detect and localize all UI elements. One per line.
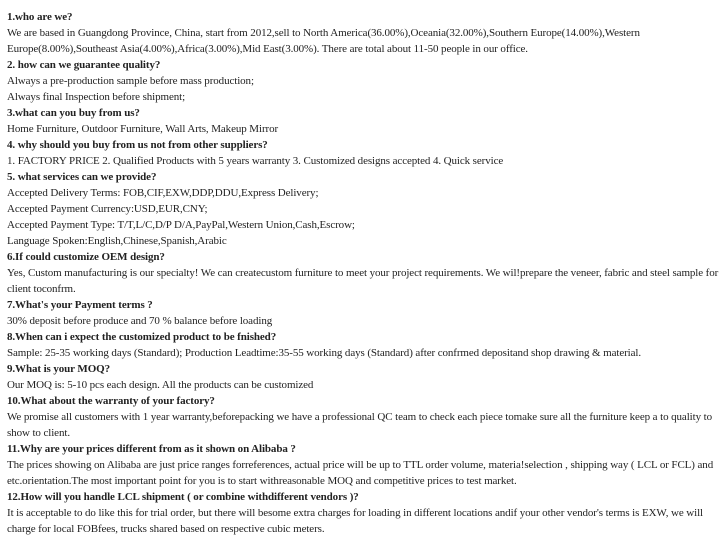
faq-question: 5. what services can we provide? [7,171,157,183]
faq-question: 2. how can we guarantee quality? [7,59,161,71]
faq-question: 9.What is your MOQ? [7,363,111,375]
faq-answer: Yes, Custom manufacturing is our specialty! We can createcustom furniture to meet your project requirements. We wil!prepare the veneer, fabric and steel sample for client toconfrm. [7,267,719,295]
faq-question: 1.who are we? [7,11,73,23]
faq-answer: We are based in Guangdong Province, China, start from 2012,sell to North America(36.00%),Oceania(32.00%),Southern Europe(14.00%),Western Europe(8.00%),Southeast Asia(4.00%),Africa(3.00%),Mid East(3.00%). There are total about 11-50 people in our office. [7,27,640,55]
faq-answer: We promise all customers with 1 year warranty,beforepacking we have a professional QC team to check each piece tomake sure all the furniture keep a to quality to show to client. [7,411,712,439]
faq-question: 7.What's your Payment terms ? [7,299,153,311]
faq-item-3 [7,105,723,137]
faq-answer: Always final Inspection before shipment; [7,91,186,103]
faq-item-8 [7,329,723,361]
faq-item-10 [7,393,723,441]
faq-question: 10.What about the warranty of your factory? [7,395,215,407]
faq-item-11 [7,441,723,489]
faq-answer: The prices showing on Alibaba are just price ranges forreferences, actual price will be up to TTL order volume, materia!selection , shipping way ( LCL or FCL) and etc.orientation.The most important point for you is to start withreasonable MOQ and competitive prices to test market. [7,459,714,487]
faq-item-5 [7,169,723,249]
faq-item-6 [7,249,723,297]
faq-answer: It is acceptable to do like this for trial order, but there will besome extra charges for loading in different locations andif your other vendor's terms is EXW, we will charge for local FOBfees, trucks shared based on respective cubic meters. [7,507,703,535]
faq-answer: Home Furniture, Outdoor Furniture, Wall Arts, Makeup Mirror [7,123,279,135]
faq-answer: 1. FACTORY PRICE 2. Qualified Products with 5 years warranty 3. Customized designs accepted 4. Quick service [7,155,504,167]
faq-answer: Language Spoken:English,Chinese,Spanish,Arabic [7,235,227,247]
faq-item-9 [7,361,723,393]
faq-item-12 [7,489,723,537]
faq-item-2 [7,57,723,105]
faq-question: 12.How will you handle LCL shipment ( or combine withdifferent vendors )? [7,491,359,503]
faq-answer: Our MOQ is: 5-10 pcs each design. All the products can be customized [7,379,314,391]
faq-question: 6.If could customize OEM design? [7,251,165,263]
faq-question: 11.Why are your prices different from as it shown on Alibaba ? [7,443,296,455]
faq-item-7 [7,297,723,329]
faq-item-1 [7,9,723,57]
faq-item-4 [7,137,723,169]
faq-answer: Accepted Delivery Terms: FOB,CIF,EXW,DDP,DDU,Express Delivery; [7,187,319,199]
faq-answer: Accepted Payment Currency:USD,EUR,CNY; [7,203,208,215]
faq-question: 8.When can i expect the customized product to be fnished? [7,331,277,343]
faq-answer: 30% deposit before produce and 70 % balance before loading [7,315,273,327]
faq-question: 3.what can you buy from us? [7,107,140,119]
faq-document [7,9,723,537]
faq-answer: Sample: 25-35 working days (Standard); Production Leadtime:35-55 working days (Standard) after confrmed depositand shop drawing & material. [7,347,642,359]
faq-question: 4. why should you buy from us not from other suppliers? [7,139,268,151]
faq-answer: Accepted Payment Type: T/T,L/C,D/P D/A,PayPal,Western Union,Cash,Escrow; [7,219,355,231]
faq-answer: Always a pre-production sample before mass production; [7,75,254,87]
